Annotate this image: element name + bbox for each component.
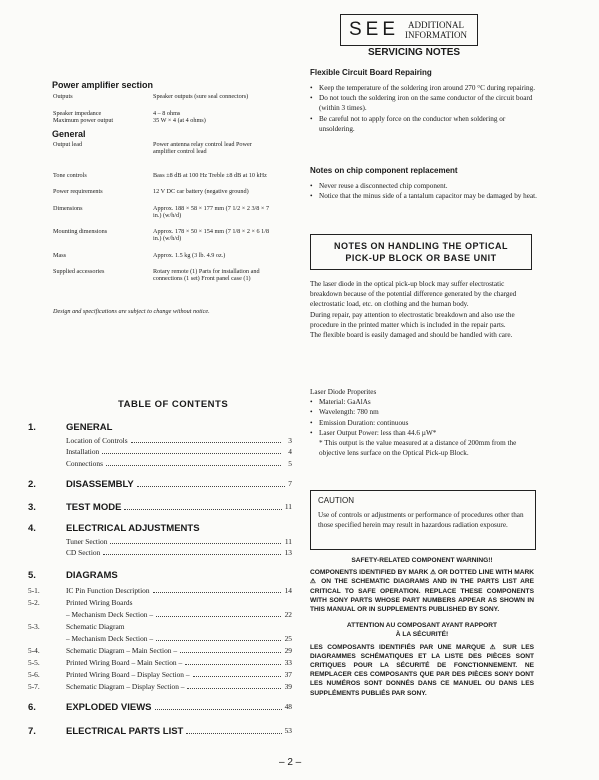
- spec-key: Outputs: [53, 93, 73, 100]
- toc-item-label: – Mechanism Deck Section –: [66, 610, 154, 619]
- additional-text: ADDITIONAL: [408, 20, 465, 30]
- list-item: • Emission Duration: continuous: [310, 418, 534, 428]
- toc-item-label: Schematic Diagram: [66, 622, 125, 631]
- section-number: 7.: [28, 726, 36, 737]
- toc-item: [28, 598, 292, 607]
- toc-item-page: 22: [284, 610, 292, 619]
- spec-value: 4 – 8 ohms: [153, 110, 181, 117]
- caution-text: Use of controls or adjustments or performance of procedures other than those specified herein may result in hazardous radiation exposure.: [318, 511, 524, 530]
- toc-item-page: 11: [284, 537, 292, 546]
- toc-item: [28, 610, 292, 619]
- spec-value: Bass ±8 dB at 100 Hz Treble ±8 dB at 10 kHz: [153, 172, 267, 179]
- toc-item-page: 33: [284, 658, 292, 667]
- optical-text: [310, 279, 534, 340]
- spec-note: Design and specifications are subject to change without notice.: [53, 308, 210, 315]
- optical-paragraph: The flexible board is easily damaged and should be handled with care.: [310, 331, 513, 340]
- toc-item-page: 14: [284, 586, 292, 595]
- optical-paragraph: The laser diode in the optical pick-up block may suffer electrostatic breakdown because of the potential difference generated by the charged electrostatic load, etc. on clothing and the human body.: [310, 280, 517, 309]
- toc-section-test-mode: [28, 502, 292, 513]
- toc-section-disassembly: [28, 479, 292, 490]
- section-page: 53: [284, 726, 292, 735]
- servicing-notes-heading: SERVICING NOTES: [368, 47, 461, 58]
- amp-section-heading: Power amplifier section: [52, 80, 154, 90]
- section-number: 4.: [28, 523, 36, 534]
- spec-key: Speaker impedance: [53, 110, 102, 117]
- list-item: • Keep the temperature of the soldering iron around 270 °C during repairing.: [310, 83, 540, 93]
- optical-notes-box: [310, 234, 532, 270]
- toc-item: [28, 670, 292, 679]
- list-item: • Never reuse a disconnected chip component.: [310, 181, 540, 191]
- laser-list: [310, 397, 534, 438]
- optical-paragraph: During repair, pay attention to electrostatic breakdown and also use the procedure in the printed matter which is included in the repair parts.: [310, 310, 515, 329]
- toc-item: [28, 646, 292, 655]
- list-item: • Wavelength: 780 nm: [310, 407, 534, 417]
- list-item: • Notice that the minus side of a tantalum capacitor may be damaged by heat.: [310, 191, 540, 201]
- toc-item: [28, 658, 292, 667]
- spec-value: Approx. 188 × 58 × 177 mm (7 1/2 × 2 3/8 × 7 in.) (w/h/d): [153, 205, 270, 219]
- section-page: 7: [288, 479, 292, 488]
- chip-replacement-section: [310, 166, 540, 201]
- toc-title: TABLE OF CONTENTS: [118, 399, 229, 410]
- toc-item-number: 5-4.: [28, 646, 40, 655]
- toc-item-number: 5-2.: [28, 598, 40, 607]
- spec-key: Power requirements: [53, 188, 103, 195]
- spec-key: Mounting dimensions: [53, 228, 108, 235]
- spec-key: Output lead: [53, 141, 83, 148]
- section-label: TEST MODE: [66, 502, 122, 513]
- toc-item-label: IC Pin Function Description: [66, 586, 150, 595]
- general-heading: General: [52, 129, 86, 139]
- optical-box-line2: PICK-UP BLOCK OR BASE UNIT: [345, 253, 497, 263]
- chip-list: [310, 181, 540, 201]
- spec-value: Approx. 178 × 50 × 154 mm (7 1/8 × 2 × 6 1/8 in.) (w/h/d): [153, 228, 270, 242]
- toc-item-label: Tuner Section: [66, 537, 108, 546]
- french-title-1: ATTENTION AU COMPOSANT AYANT RAPPORT: [346, 622, 498, 630]
- spec-value: Speaker outputs (sure seal connectors): [153, 93, 249, 100]
- spec-key: Maximum power output: [53, 117, 114, 124]
- list-item: • Be careful not to apply force on the conductor when soldering or unsoldering.: [310, 114, 540, 134]
- toc-item-page: 5: [288, 459, 292, 468]
- section-number: 3.: [28, 502, 36, 513]
- toc-item: [28, 634, 292, 643]
- toc-section-parts-list: [28, 726, 292, 737]
- toc-item: [28, 622, 292, 631]
- toc-item-number: 5-5.: [28, 658, 40, 667]
- toc-item-page: 13: [284, 548, 292, 557]
- section-label: GENERAL: [66, 422, 113, 433]
- laser-properties-section: [310, 387, 534, 458]
- toc-item-number: 5-6.: [28, 670, 40, 679]
- safety-warning-section: [310, 556, 534, 698]
- additional-information-label: [405, 20, 467, 40]
- toc-item-page: 25: [284, 634, 292, 643]
- list-item: • Material: GaAlAs: [310, 397, 534, 407]
- caution-title: CAUTION: [318, 496, 354, 505]
- laser-footnote: * This output is the value measured at a distance of 200mm from the objective lens surface on the Optical Pick-up Block.: [319, 439, 517, 458]
- toc-item-number: 5-7.: [28, 682, 40, 691]
- toc-item-number: 5-1.: [28, 586, 40, 595]
- section-label: DIAGRAMS: [66, 570, 118, 581]
- toc-item: [28, 447, 292, 456]
- toc-item-label: Installation: [66, 447, 100, 456]
- laser-heading: Laser Diode Properites: [310, 388, 377, 396]
- section-number: 1.: [28, 422, 36, 433]
- toc-item: [28, 537, 292, 546]
- list-item: • Do not touch the soldering iron on the same conductor of the circuit board (within 3 times).: [310, 93, 540, 113]
- section-page: 11: [284, 502, 292, 511]
- section-number: 5.: [28, 570, 36, 581]
- spec-key: Mass: [53, 252, 67, 259]
- see-additional-info-stamp: [340, 14, 478, 46]
- toc-item-label: – Mechanism Deck Section –: [66, 634, 154, 643]
- safety-text: COMPONENTS IDENTIFIED BY MARK ⚠ OR DOTTED LINE WITH MARK ⚠ ON THE SCHEMATIC DIAGRAMS AND IN THE PARTS LIST ARE CRITICAL TO SAFE OPERATION. REPLACE THESE COMPONENTS WITH SONY PARTS WHOSE PART NUMBERS APPEAR AS SHOWN IN THIS MANUAL OR IN SUPPLEMENTS PUBLISHED BY SONY.: [310, 569, 534, 614]
- toc-item-page: 4: [288, 447, 292, 456]
- toc-item: [28, 682, 292, 691]
- spec-key: Tone controls: [53, 172, 87, 179]
- flex-repair-list: [310, 83, 540, 134]
- chip-heading: Notes on chip component replacement: [310, 166, 458, 175]
- toc-item-label: Printed Wiring Boards: [66, 598, 133, 607]
- information-text: INFORMATION: [405, 30, 468, 40]
- section-label: EXPLODED VIEWS: [66, 702, 152, 713]
- spec-key: Supplied accessories: [53, 268, 105, 275]
- toc-item-label: CD Section: [66, 548, 101, 557]
- french-text: LES COMPOSANTS IDENTIFIÉS PAR UNE MARQUE ⚠ SUR LES DIAGRAMMES SCHÉMATIQUES ET LA LISTE DES PIÈCES SONT CRITIQUES POUR LA SÉCURITÉ DE FONCTIONNEMENT. NE REMPLACER CES COMPOSANTS QUE PAR DES PIÈCES SONY DONT LES NUMÉROS SONT DONNÉS DANS CE MANUEL OU DANS LES SUPPLÉMENTS PUBLIÉS PAR SONY.: [310, 643, 534, 697]
- toc-item-page: 3: [288, 436, 292, 445]
- french-title-2: À LA SÉCURITÉ!: [395, 631, 449, 639]
- section-label: ELECTRICAL PARTS LIST: [66, 726, 184, 737]
- optical-box-line1: NOTES ON HANDLING THE OPTICAL: [334, 241, 508, 251]
- toc-item: [28, 586, 292, 595]
- caution-box: [310, 490, 536, 550]
- toc-item-label: Printed Wiring Board – Display Section –: [66, 670, 190, 679]
- toc-item-label: Location of Controls: [66, 436, 128, 445]
- toc-item-label: Connections: [66, 459, 103, 468]
- toc-item-label: Schematic Diagram – Display Section –: [66, 682, 185, 691]
- spec-value: 12 V DC car battery (negative ground): [153, 188, 249, 195]
- toc-item-label: Printed Wiring Board – Main Section –: [66, 658, 183, 667]
- spec-value: Power antenna relay control lead Power amplifier control lead: [153, 141, 252, 155]
- safety-title: SAFETY-RELATED COMPONENT WARNING!!: [351, 557, 493, 564]
- toc-item-page: 29: [284, 646, 292, 655]
- toc-item: [28, 459, 292, 468]
- toc-item-page: 37: [284, 670, 292, 679]
- toc-section-exploded-views: [28, 702, 292, 713]
- toc-item-label: Schematic Diagram – Main Section –: [66, 646, 178, 655]
- spec-value: Rotary remote (1) Parts for installation and connections (1 set) Front panel case (1): [153, 268, 260, 282]
- section-number: 6.: [28, 702, 36, 713]
- section-label: DISASSEMBLY: [66, 479, 134, 490]
- section-page: 48: [284, 702, 292, 711]
- section-number: 2.: [28, 479, 36, 490]
- toc-item: [28, 548, 292, 557]
- toc-item: [28, 436, 292, 445]
- see-label: SEE: [349, 19, 400, 40]
- spec-value: 35 W × 4 (at 4 ohms): [153, 117, 206, 124]
- flex-repair-heading: Flexible Circuit Board Repairing: [310, 68, 432, 77]
- spec-value: Approx. 1.5 kg (3 lb. 4.9 oz.): [153, 252, 226, 259]
- flex-repair-section: [310, 68, 540, 134]
- list-item: • Laser Output Power: less than 44.6 µW*: [310, 428, 534, 438]
- toc-item-page: 39: [284, 682, 292, 691]
- page-number: – 2 –: [279, 757, 302, 768]
- spec-key: Dimensions: [53, 205, 83, 212]
- section-label: ELECTRICAL ADJUSTMENTS: [66, 523, 200, 534]
- toc-item-number: 5-3.: [28, 622, 40, 631]
